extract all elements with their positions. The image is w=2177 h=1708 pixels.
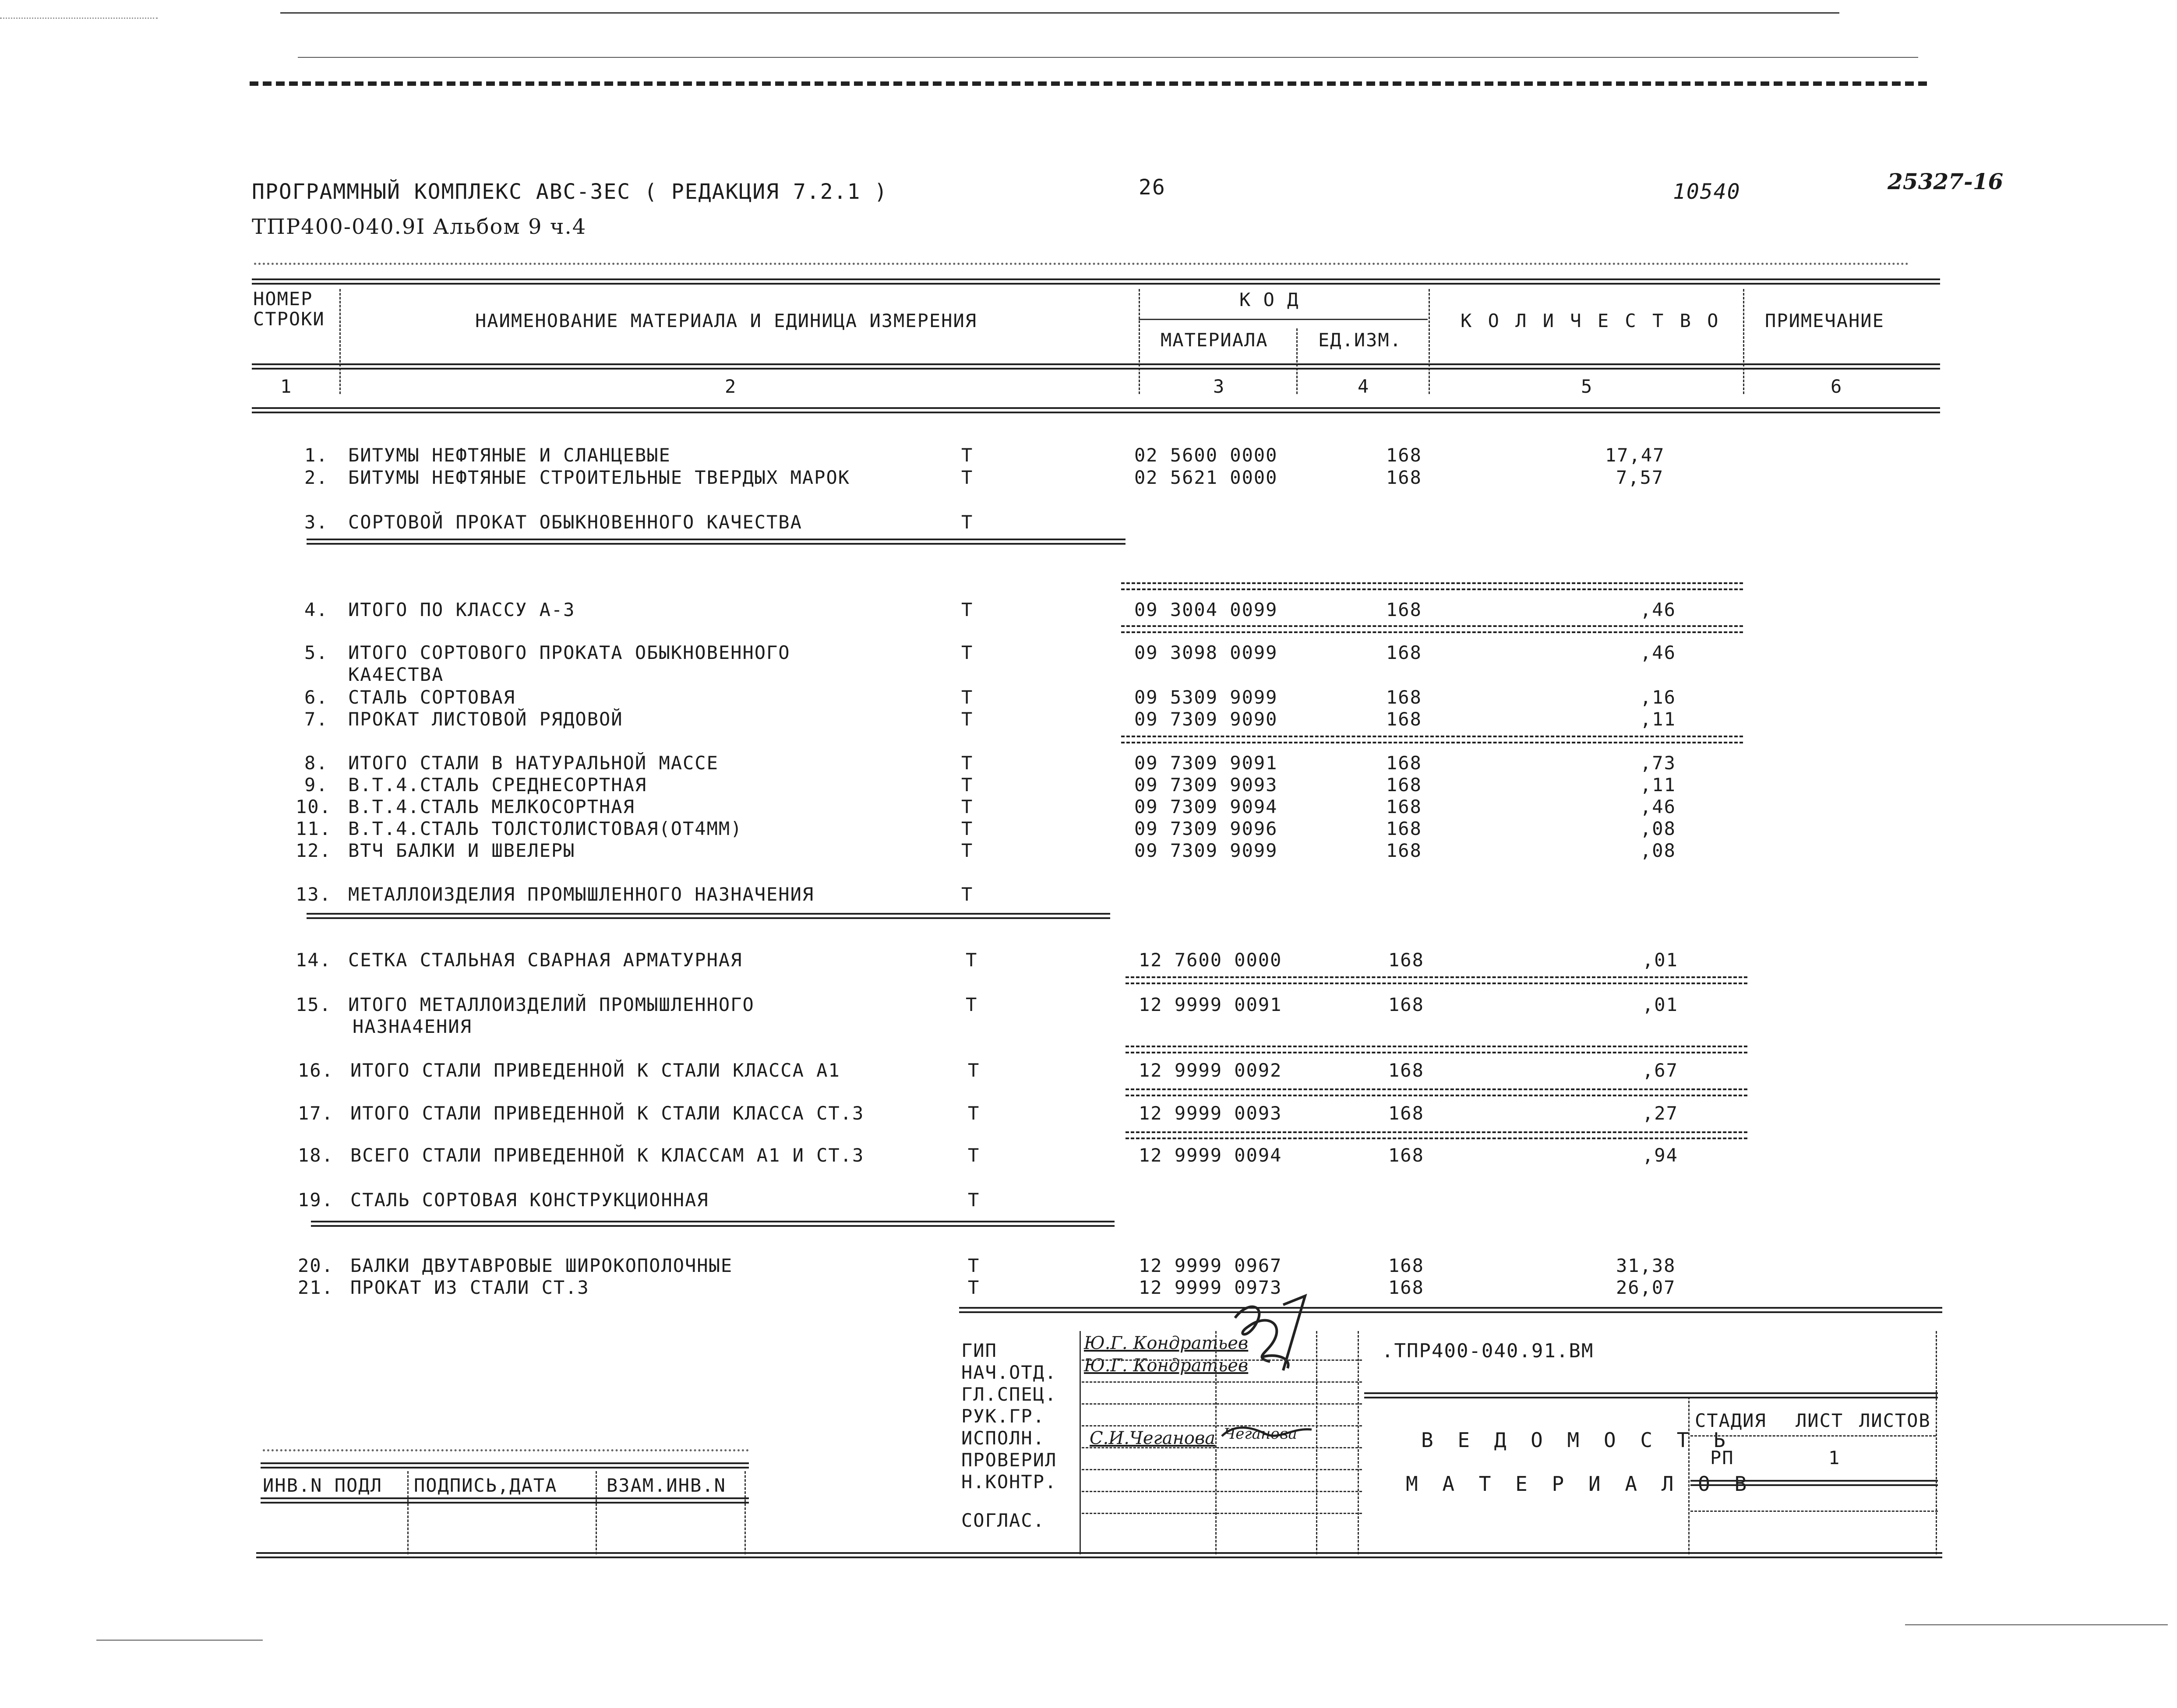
row-code: 09 3098 0099 bbox=[1134, 642, 1278, 663]
scan-mark bbox=[96, 1640, 263, 1641]
inv-dots bbox=[263, 1449, 749, 1451]
total-separator bbox=[1121, 582, 1743, 590]
top-faint-line bbox=[298, 57, 1918, 58]
row-qty: ,11 bbox=[1640, 774, 1676, 796]
tb-row-line bbox=[1082, 1469, 1362, 1470]
tb-designation-rule bbox=[1364, 1392, 1938, 1398]
row-qty: ,11 bbox=[1640, 708, 1676, 730]
row-name: ИТОГО МЕТАЛЛОИЗДЕЛИЙ ПРОМЫШЛЕННОГО bbox=[348, 994, 755, 1015]
row-name: ВСЕГО СТАЛИ ПРИВЕДЕННОЙ К КЛАССАМ А1 И СТ.3 bbox=[350, 1145, 864, 1166]
row-ed: 168 bbox=[1388, 1277, 1424, 1298]
role-n-kontr: Н.КОНТР. bbox=[961, 1471, 1057, 1493]
row-qty: ,46 bbox=[1640, 642, 1676, 663]
row-ed: 168 bbox=[1386, 599, 1422, 620]
row-number: 18. bbox=[298, 1145, 334, 1166]
tb-row-line bbox=[1082, 1513, 1362, 1514]
row-code: 02 5600 0000 bbox=[1134, 444, 1278, 466]
inv-top-rule bbox=[261, 1462, 749, 1469]
row-unit: Т bbox=[968, 1189, 980, 1211]
col-number-5: 5 bbox=[1581, 376, 1593, 397]
sheet-bottom-rule bbox=[256, 1552, 1942, 1558]
row-unit: Т bbox=[961, 467, 974, 488]
row-name: ИТОГО СТАЛИ ПРИВЕДЕННОЙ К СТАЛИ КЛАССА СТ.3 bbox=[350, 1102, 864, 1124]
role-nach-otd: НАЧ.ОТД. bbox=[961, 1362, 1057, 1383]
row-ed: 168 bbox=[1388, 1102, 1424, 1124]
section-underline bbox=[307, 913, 1110, 919]
inv-divider bbox=[744, 1471, 746, 1554]
inv-no-label: ИНВ.N ПОДЛ bbox=[263, 1475, 382, 1496]
row-name: В.Т.4.СТАЛЬ МЕЛКОСОРТНАЯ bbox=[348, 796, 635, 817]
row-unit: Т bbox=[961, 599, 974, 620]
row-ed: 168 bbox=[1386, 444, 1422, 466]
doc-designation: .ТПР400-040.91.ВМ bbox=[1382, 1340, 1594, 1362]
row-unit: Т bbox=[968, 1277, 980, 1298]
row-number: 13. bbox=[296, 884, 332, 905]
col-number-1: 1 bbox=[280, 376, 293, 397]
row-name: СТАЛЬ СОРТОВАЯ КОНСТРУКЦИОННАЯ bbox=[350, 1189, 709, 1211]
role-gl-spec: ГЛ.СПЕЦ. bbox=[961, 1384, 1057, 1405]
tb-row-line bbox=[1082, 1403, 1362, 1405]
row-name: СОРТОВОЙ ПРОКАТ ОБЫКНОВЕННОГО КАЧЕСТВА bbox=[348, 511, 802, 533]
col-number-4: 4 bbox=[1358, 376, 1370, 397]
section-underline bbox=[311, 1221, 1115, 1227]
sheet-header: ЛИСТ bbox=[1796, 1410, 1844, 1431]
tb-divider-a bbox=[1080, 1331, 1081, 1554]
tb-divider-f bbox=[1936, 1331, 1937, 1554]
ispoln-name: С.И.Чеганова bbox=[1090, 1428, 1216, 1448]
row-qty: 31,38 bbox=[1616, 1255, 1676, 1276]
row-number: 14. bbox=[296, 949, 332, 971]
col-row-label-line1: НОМЕР bbox=[253, 288, 313, 310]
row-unit: Т bbox=[961, 511, 974, 533]
tb-row-line bbox=[1082, 1359, 1362, 1361]
row-unit: Т bbox=[961, 796, 974, 817]
total-separator bbox=[1126, 1046, 1747, 1053]
row-number: 12. bbox=[296, 840, 332, 861]
row-number: 19. bbox=[298, 1189, 334, 1211]
row-code: 09 7309 9093 bbox=[1134, 774, 1278, 796]
row-unit: Т bbox=[968, 1060, 980, 1081]
row-name: ИТОГО СТАЛИ ПРИВЕДЕННОЙ К СТАЛИ КЛАССА А1 bbox=[350, 1060, 840, 1081]
inv-sign-date-label: ПОДПИСЬ,ДАТА bbox=[414, 1475, 557, 1496]
section-underline bbox=[307, 539, 1126, 545]
row-unit: Т bbox=[961, 884, 974, 905]
row-number: 16. bbox=[298, 1060, 334, 1081]
row-qty: ,94 bbox=[1642, 1145, 1678, 1166]
ispoln-signature-text: Чеганова bbox=[1224, 1425, 1297, 1443]
scan-mark bbox=[1905, 1624, 2168, 1625]
doc-code: 10540 bbox=[1673, 180, 1741, 204]
tb-row-line bbox=[1082, 1381, 1362, 1383]
corner-dots bbox=[0, 18, 158, 19]
col-code-material: МАТЕРИАЛА bbox=[1161, 329, 1268, 351]
row-name: ИТОГО СОРТОВОГО ПРОКАТА ОБЫКНОВЕННОГО bbox=[348, 642, 790, 663]
row-number: 8. bbox=[304, 752, 328, 774]
sheet-value: 1 bbox=[1828, 1447, 1841, 1469]
row-qty: ,01 bbox=[1642, 949, 1678, 971]
row-ed: 168 bbox=[1386, 642, 1422, 663]
row-number: 10. bbox=[296, 796, 332, 817]
inv-vzam-label: ВЗАМ.ИНВ.N bbox=[607, 1475, 726, 1496]
row-number: 17. bbox=[298, 1102, 334, 1124]
top-edge-line bbox=[280, 12, 1839, 14]
role-soglas: СОГЛАС. bbox=[961, 1510, 1045, 1531]
row-name: В.Т.4.СТАЛЬ СРЕДНЕСОРТНАЯ bbox=[348, 774, 647, 796]
row-name: ИТОГО СТАЛИ В НАТУРАЛЬНОЙ МАССЕ bbox=[348, 752, 719, 774]
col-qty-header: К О Л И Ч Е С Т В О bbox=[1461, 310, 1721, 331]
row-qty: ,73 bbox=[1640, 752, 1676, 774]
col-number-6: 6 bbox=[1831, 376, 1843, 397]
row-name-cont: НАЗНА4ЕНИЯ bbox=[353, 1016, 472, 1037]
row-name: БАЛКИ ДВУТАВРОВЫЕ ШИРОКОПОЛОЧНЫЕ bbox=[350, 1255, 733, 1276]
row-number: 11. bbox=[296, 818, 332, 839]
row-unit: Т bbox=[961, 687, 974, 708]
row-name: БИТУМЫ НЕФТЯНЫЕ СТРОИТЕЛЬНЫЕ ТВЕРДЫХ МАРОК bbox=[348, 467, 850, 488]
col-code-unit: ЕД.ИЗМ. bbox=[1318, 329, 1402, 351]
row-number: 21. bbox=[298, 1277, 334, 1298]
row-unit: Т bbox=[961, 818, 974, 839]
row-unit: Т bbox=[961, 708, 974, 730]
row-ed: 168 bbox=[1386, 796, 1422, 817]
row-number: 15. bbox=[296, 994, 332, 1015]
row-ed: 168 bbox=[1388, 1255, 1424, 1276]
row-number: 20. bbox=[298, 1255, 334, 1276]
row-ed: 168 bbox=[1386, 840, 1422, 861]
nach-otd-name: Ю.Г. Кондратьев bbox=[1084, 1356, 1249, 1376]
tb-row-line bbox=[1082, 1447, 1362, 1448]
row-qty: ,08 bbox=[1640, 818, 1676, 839]
row-qty: ,27 bbox=[1642, 1102, 1678, 1124]
row-qty: ,46 bbox=[1640, 796, 1676, 817]
row-unit: Т bbox=[968, 1102, 980, 1124]
row-code: 09 7309 9091 bbox=[1134, 752, 1278, 774]
code-split-line bbox=[1139, 319, 1428, 320]
col-divider-1 bbox=[339, 289, 341, 394]
row-qty: ,08 bbox=[1640, 840, 1676, 861]
row-name-cont: КА4ЕСТВА bbox=[348, 664, 444, 685]
row-code: 12 9999 0093 bbox=[1139, 1102, 1282, 1124]
header-bottom-rule bbox=[252, 407, 1940, 413]
col-row-label bbox=[253, 289, 325, 329]
row-number: 7. bbox=[304, 708, 328, 730]
row-code: 09 5309 9099 bbox=[1134, 687, 1278, 708]
row-number: 5. bbox=[304, 642, 328, 663]
total-separator bbox=[1126, 1088, 1747, 1096]
row-ed: 168 bbox=[1386, 752, 1422, 774]
total-separator bbox=[1121, 625, 1743, 633]
row-unit: Т bbox=[961, 752, 974, 774]
program-line: ПРОГРАММНЫЙ КОМПЛЕКС АВС-3ЕС ( РЕДАКЦИЯ 7.2.1 ) bbox=[252, 180, 888, 204]
tb-row-line bbox=[1082, 1425, 1362, 1426]
col-number-2: 2 bbox=[725, 376, 737, 397]
row-ed: 168 bbox=[1386, 687, 1422, 708]
role-proveril: ПРОВЕРИЛ bbox=[961, 1449, 1057, 1471]
role-ruk-gr: РУК.ГР. bbox=[961, 1405, 1045, 1427]
row-unit: Т bbox=[961, 840, 974, 861]
row-qty: ,16 bbox=[1640, 687, 1676, 708]
table-top-rule bbox=[252, 278, 1940, 285]
total-separator bbox=[1121, 736, 1743, 743]
roles-column bbox=[961, 1340, 1057, 1532]
row-code: 09 7309 9090 bbox=[1134, 708, 1278, 730]
header-dots-line bbox=[254, 263, 1909, 265]
tb-divider-d bbox=[1358, 1331, 1359, 1554]
tb-divider-c bbox=[1316, 1331, 1317, 1554]
stage-row-line bbox=[1690, 1435, 1936, 1437]
gip-signature bbox=[1217, 1292, 1331, 1392]
col-name-header: НАИМЕНОВАНИЕ МАТЕРИАЛА И ЕДИНИЦА ИЗМЕРЕНИЯ bbox=[475, 310, 977, 331]
row-unit: Т bbox=[966, 994, 978, 1015]
row-code: 09 7309 9099 bbox=[1134, 840, 1278, 861]
row-code: 12 9999 0967 bbox=[1139, 1255, 1282, 1276]
col-divider-5 bbox=[1743, 289, 1744, 394]
stage-header: СТАДИЯ bbox=[1695, 1410, 1767, 1431]
row-name: ПРОКАТ ИЗ СТАЛИ СТ.3 bbox=[350, 1277, 589, 1298]
col-divider-2 bbox=[1139, 289, 1140, 394]
col-divider-3 bbox=[1296, 328, 1298, 394]
row-code: 12 9999 0094 bbox=[1139, 1145, 1282, 1166]
row-ed: 168 bbox=[1388, 1145, 1424, 1166]
row-qty: 26,07 bbox=[1616, 1277, 1676, 1298]
page-number: 26 bbox=[1139, 175, 1166, 200]
tb-row-line bbox=[1082, 1491, 1362, 1492]
col-code-header: К О Д bbox=[1239, 289, 1299, 310]
role-ispoln: ИСПОЛН. bbox=[961, 1427, 1045, 1449]
tb-divider-b bbox=[1215, 1331, 1217, 1554]
row-name: БИТУМЫ НЕФТЯНЫЕ И СЛАНЦЕВЫЕ bbox=[348, 444, 671, 466]
inv-mid-rule bbox=[261, 1497, 749, 1504]
row-name: СТАЛЬ СОРТОВАЯ bbox=[348, 687, 516, 708]
row-name: ИТОГО ПО КЛАССУ А-3 bbox=[348, 599, 575, 620]
row-number: 9. bbox=[304, 774, 328, 796]
perforation-dashes bbox=[250, 81, 1927, 86]
col-row-label-line2: СТРОКИ bbox=[253, 308, 325, 330]
row-qty: ,67 bbox=[1642, 1060, 1678, 1081]
row-ed: 168 bbox=[1386, 818, 1422, 839]
doc-title-1: В Е Д О М О С Т Ь bbox=[1421, 1428, 1732, 1452]
stage-bottom-rule bbox=[1690, 1480, 1938, 1486]
row-code: 12 9999 0973 bbox=[1139, 1277, 1282, 1298]
row-unit: Т bbox=[968, 1255, 980, 1276]
stage-line bbox=[1690, 1511, 1938, 1512]
row-name: МЕТАЛЛОИЗДЕЛИЯ ПРОМЫШЛЕННОГО НАЗНАЧЕНИЯ bbox=[348, 884, 815, 905]
row-qty: 17,47 bbox=[1605, 444, 1665, 466]
row-name: СЕТКА СТАЛЬНАЯ СВАРНАЯ АРМАТУРНАЯ bbox=[348, 949, 743, 971]
row-code: 09 7309 9094 bbox=[1134, 796, 1278, 817]
row-unit: Т bbox=[966, 949, 978, 971]
row-ed: 168 bbox=[1386, 708, 1422, 730]
row-name: ВТЧ БАЛКИ И ШВЕЛЕРЫ bbox=[348, 840, 575, 861]
row-code: 12 7600 0000 bbox=[1139, 949, 1282, 971]
row-number: 6. bbox=[304, 687, 328, 708]
row-ed: 168 bbox=[1388, 949, 1424, 971]
row-qty: 7,57 bbox=[1616, 467, 1664, 488]
row-qty: ,01 bbox=[1642, 994, 1678, 1015]
inv-divider bbox=[407, 1471, 409, 1554]
title-block-top-rule bbox=[959, 1307, 1942, 1313]
doc-title-2: М А Т Е Р И А Л О В bbox=[1406, 1472, 1753, 1496]
row-unit: Т bbox=[968, 1145, 980, 1166]
row-ed: 168 bbox=[1386, 467, 1422, 488]
row-code: 12 9999 0092 bbox=[1139, 1060, 1282, 1081]
album-line: ТПР400-040.9I Альбом 9 ч.4 bbox=[252, 215, 587, 239]
row-ed: 168 bbox=[1388, 1060, 1424, 1081]
header-mid-rule bbox=[252, 363, 1940, 370]
row-name: ПРОКАТ ЛИСТОВОЙ РЯДОВОЙ bbox=[348, 708, 623, 730]
total-separator bbox=[1126, 1131, 1747, 1139]
row-unit: Т bbox=[961, 774, 974, 796]
row-name: В.Т.4.СТАЛЬ ТОЛСТОЛИСТОВАЯ(ОТ4ММ) bbox=[348, 818, 743, 839]
row-number: 1. bbox=[304, 444, 328, 466]
row-code: 12 9999 0091 bbox=[1139, 994, 1282, 1015]
archive-stamp-number: 25327-16 bbox=[1888, 169, 2004, 194]
role-gip: ГИП bbox=[961, 1340, 997, 1361]
row-code: 09 3004 0099 bbox=[1134, 599, 1278, 620]
row-qty: ,46 bbox=[1640, 599, 1676, 620]
row-unit: Т bbox=[961, 642, 974, 663]
row-number: 3. bbox=[304, 511, 328, 533]
sheets-header: ЛИСТОВ bbox=[1859, 1410, 1931, 1431]
stage-value: РП bbox=[1710, 1447, 1734, 1469]
gip-name: Ю.Г. Кондратьев bbox=[1084, 1333, 1249, 1353]
col-divider-4 bbox=[1429, 289, 1430, 394]
row-ed: 168 bbox=[1388, 994, 1424, 1015]
inv-divider bbox=[596, 1471, 597, 1554]
row-code: 02 5621 0000 bbox=[1134, 467, 1278, 488]
row-code: 09 7309 9096 bbox=[1134, 818, 1278, 839]
row-number: 2. bbox=[304, 467, 328, 488]
col-note-header: ПРИМЕЧАНИЕ bbox=[1765, 310, 1884, 331]
row-ed: 168 bbox=[1386, 774, 1422, 796]
row-number: 4. bbox=[304, 599, 328, 620]
col-number-3: 3 bbox=[1213, 376, 1225, 397]
total-separator bbox=[1126, 976, 1747, 984]
row-unit: Т bbox=[961, 444, 974, 466]
